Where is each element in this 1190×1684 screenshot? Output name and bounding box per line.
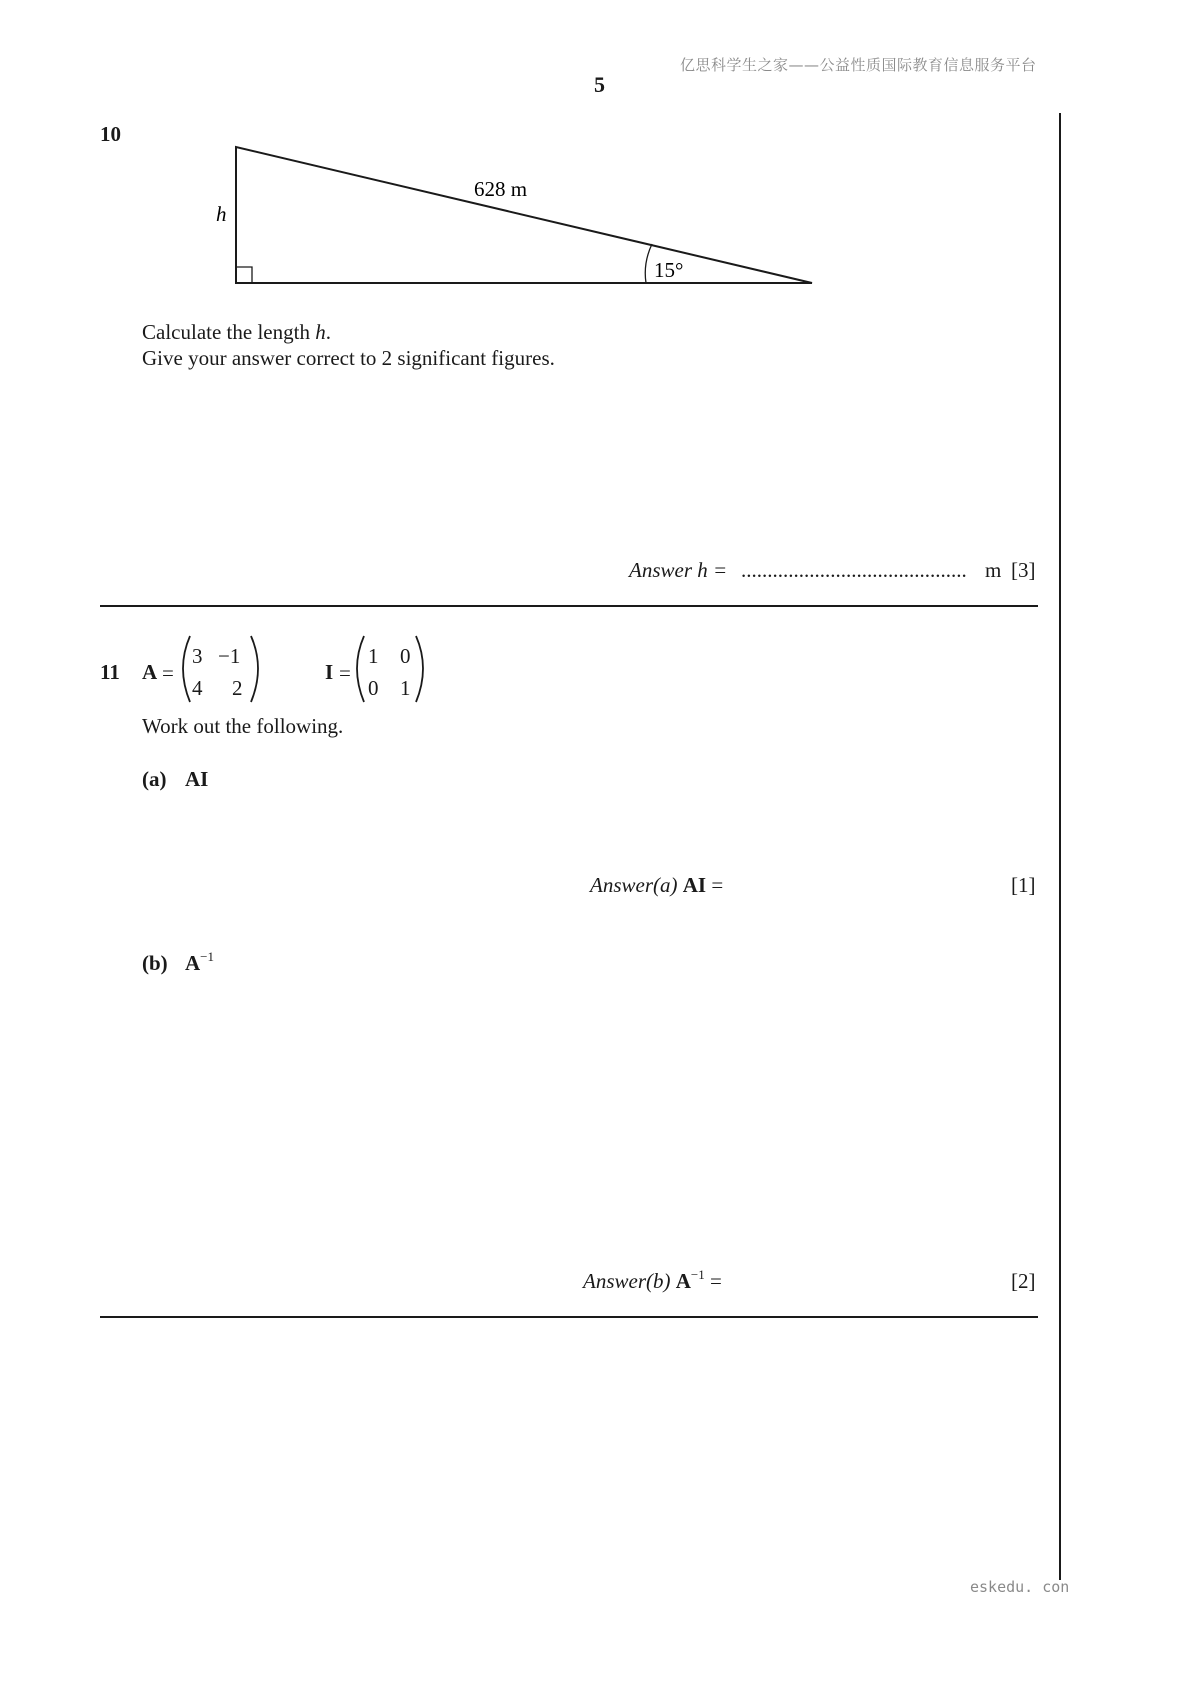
part-b-label: (b) — [142, 951, 168, 975]
header-watermark: 亿思科学生之家——公益性质国际教育信息服务平台 — [680, 56, 1037, 74]
matrix-A-left-paren — [183, 636, 190, 702]
answer-h-blank[interactable]: ........................................... — [741, 558, 967, 582]
answer-a-line[interactable]: Answer(a) AI = — [590, 873, 724, 897]
hypotenuse-label: 628 m — [474, 177, 528, 201]
question-10-number: 10 — [100, 122, 121, 146]
question-11-instruction: Work out the following. — [142, 714, 344, 738]
question-11-number: 11 — [100, 660, 120, 684]
matrix-I-name: I — [325, 660, 334, 684]
question-10-instruction: Calculate the length h. — [142, 320, 331, 344]
right-margin-rule — [1059, 113, 1061, 1580]
right-angle-marker — [236, 267, 252, 283]
triangle-shape — [236, 147, 812, 283]
matrix-I-r1c1: 1 — [368, 644, 379, 668]
matrix-A-r2c2: 2 — [232, 676, 243, 700]
matrix-I-left-paren — [357, 636, 364, 702]
footer-watermark: eskedu. con — [970, 1578, 1070, 1596]
part-a-expression: AI — [185, 767, 209, 791]
matrix-I-equals: = — [339, 661, 351, 685]
part-a-label: (a) — [142, 767, 167, 791]
part-b-expression: $A^{-1}$ — [185, 949, 215, 975]
matrix-A-right-paren — [251, 636, 258, 702]
section-divider-2 — [100, 1316, 1038, 1318]
part-a-marks: [1] — [1011, 873, 1036, 897]
question-10-instruction-2: Give your answer correct to 2 significant figures. — [142, 346, 555, 370]
matrix-A-r2c1: 4 — [192, 676, 203, 700]
matrix-A-brackets — [0, 630, 460, 710]
page-number: 5 — [594, 72, 605, 97]
answer-h-unit: m — [985, 558, 1002, 582]
question-10-marks: [3] — [1011, 558, 1036, 582]
angle-label: 15° — [654, 258, 684, 282]
section-divider-1 — [100, 605, 1038, 607]
matrix-I-r2c2: 1 — [400, 676, 411, 700]
matrix-I-r1c2: 0 — [400, 644, 411, 668]
matrix-I-right-paren — [416, 636, 423, 702]
matrix-A-r1c1: 3 — [192, 644, 203, 668]
answer-b-line[interactable]: Answer(b) $A^{-1}$ = — [583, 1267, 722, 1293]
triangle-diagram — [0, 0, 1190, 330]
answer-h-label: Answer h = — [629, 558, 728, 582]
height-label: h — [216, 202, 227, 226]
matrix-I-r2c1: 0 — [368, 676, 379, 700]
matrix-A-equals: = — [162, 661, 174, 685]
matrix-A-name: A — [142, 660, 158, 684]
angle-arc — [645, 244, 652, 283]
matrix-A-r1c2: −1 — [218, 644, 241, 668]
part-b-marks: [2] — [1011, 1269, 1036, 1293]
